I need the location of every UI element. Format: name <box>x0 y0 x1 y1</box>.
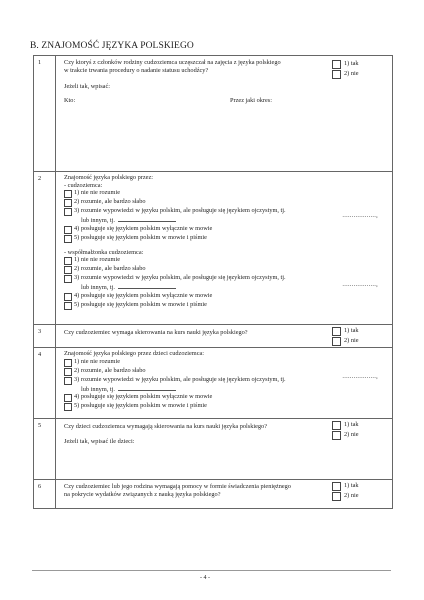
level-5-checkbox[interactable] <box>64 302 72 310</box>
level-4-checkbox[interactable] <box>64 394 72 402</box>
level-2-checkbox[interactable] <box>64 368 72 376</box>
language-form-table <box>33 55 393 509</box>
level-4-label: 4) posługuje się językiem polskim wyłącznie w mowie <box>74 393 213 401</box>
level-1-label: 1) nie nie rozumie <box>74 189 120 197</box>
checkbox-yes[interactable] <box>332 482 341 491</box>
question-text: na pokrycie wydatków związanych z nauką języka polskiego? <box>64 490 221 498</box>
page-number: - 4 - <box>200 575 210 581</box>
level-5-label: 5) posługuje się językiem polskim w mowie i piśmie <box>74 300 207 308</box>
question-row-2 <box>34 172 393 325</box>
question-number: 2 <box>34 172 56 325</box>
checkbox-yes-label: 1) tak <box>344 327 359 335</box>
question-number: 6 <box>34 480 56 509</box>
checkbox-yes-label: 1) tak <box>344 482 359 490</box>
native-language-field[interactable]: .................., <box>342 212 378 219</box>
level-1-checkbox[interactable] <box>64 257 72 265</box>
question-number: 4 <box>34 348 56 419</box>
checkbox-no-label: 2) nie <box>344 492 359 500</box>
instruction-text: Jeżeli tak, wpisać ile dzieci: <box>64 437 135 445</box>
subgroup-label: - współmałżonka cudzoziemca: <box>64 248 144 256</box>
level-3-label: 3) rozumie wypowiedzi w języku polskim, ale posługuje się językiem ojczystym, tj. <box>74 207 286 215</box>
other-language-field[interactable] <box>118 283 176 289</box>
level-4-checkbox[interactable] <box>64 293 72 301</box>
level-2-label: 2) rozumie, ale bardzo słabo <box>74 366 146 374</box>
other-language-field[interactable] <box>118 216 176 222</box>
checkbox-no[interactable] <box>332 492 341 501</box>
level-3-checkbox[interactable] <box>64 208 72 216</box>
checkbox-no-label: 2) nie <box>344 431 359 439</box>
checkbox-yes[interactable] <box>332 60 341 69</box>
checkbox-yes-label: 1) tak <box>344 60 359 68</box>
level-2-label: 2) rozumie, ale bardzo słabo <box>74 198 146 206</box>
question-text: Czy dzieci cudzoziemca wymagają skierowania na kurs nauki języka polskiego? <box>64 423 267 430</box>
level-2-label: 2) rozumie, ale bardzo słabo <box>74 265 146 273</box>
other-language-field[interactable] <box>118 385 176 391</box>
footer-rule <box>32 570 391 571</box>
level-1-checkbox[interactable] <box>64 190 72 198</box>
question-text: Czy cudzoziemiec lub jego rodzina wymagają pomocy w formie świadczenia pieniężnego <box>64 483 291 490</box>
question-number: 3 <box>34 325 56 348</box>
question-number: 5 <box>34 419 56 480</box>
checkbox-no-label: 2) nie <box>344 337 359 345</box>
level-2-checkbox[interactable] <box>64 266 72 274</box>
level-5-checkbox[interactable] <box>64 403 72 411</box>
other-language-label: lub innym, tj. <box>81 217 115 225</box>
level-5-label: 5) posługuje się językiem polskim w mowie i piśmie <box>74 233 207 241</box>
question-text: Znajomość języka polskiego przez: <box>64 174 153 181</box>
level-4-label: 4) posługuje się językiem polskim wyłącznie w mowie <box>74 291 213 299</box>
question-text: Czy ktoryś z członków rodziny cudzoziemca uczęszczał na zajęcia z języka polskiego <box>64 59 281 66</box>
level-4-checkbox[interactable] <box>64 226 72 234</box>
subgroup-label: - cudzoziemca: <box>64 181 103 189</box>
level-4-label: 4) posługuje się językiem polskim wyłącznie w mowie <box>74 224 213 232</box>
level-1-label: 1) nie nie rozumie <box>74 357 120 365</box>
checkbox-no[interactable] <box>332 431 341 440</box>
instruction-text: Jeżeli tak, wpisać: <box>64 83 110 91</box>
question-row-3 <box>34 325 393 348</box>
level-1-checkbox[interactable] <box>64 359 72 367</box>
level-3-checkbox[interactable] <box>64 377 72 385</box>
question-text: Znajomość języka polskiego przez dzieci cudzoziemca: <box>64 350 205 357</box>
level-2-checkbox[interactable] <box>64 199 72 207</box>
section-title: B. ZNAJOMOŚĆ JĘZYKA POLSKIEGO <box>30 41 194 51</box>
other-language-label: lub innym, tj. <box>81 385 115 393</box>
checkbox-no-label: 2) nie <box>344 70 359 78</box>
checkbox-no[interactable] <box>332 70 341 79</box>
checkbox-yes[interactable] <box>332 327 341 336</box>
checkbox-yes-label: 1) tak <box>344 421 359 429</box>
period-label: Przez jaki okres: <box>230 96 272 104</box>
native-language-field[interactable]: .................., <box>342 281 378 288</box>
checkbox-no[interactable] <box>332 337 341 346</box>
level-3-label: 3) rozumie wypowiedzi w języku polskim, ale posługuje się językiem ojczystym, tj. <box>74 375 286 383</box>
level-5-label: 5) posługuje się językiem polskim w mowie i piśmie <box>74 402 207 410</box>
level-3-label: 3) rozumie wypowiedzi w języku polskim, ale posługuje się językiem ojczystym, tj. <box>74 274 286 282</box>
checkbox-yes[interactable] <box>332 421 341 430</box>
question-row-1 <box>34 56 393 172</box>
level-3-checkbox[interactable] <box>64 275 72 283</box>
who-label: Kto: <box>64 96 76 104</box>
question-row-6 <box>34 480 393 509</box>
question-number: 1 <box>34 56 56 172</box>
question-text: Czy cudzoziemiec wymaga skierowania na kurs nauki języka polskiego? <box>64 329 248 336</box>
question-row-5 <box>34 419 393 480</box>
native-language-field[interactable]: .................., <box>342 373 378 380</box>
level-5-checkbox[interactable] <box>64 235 72 243</box>
level-1-label: 1) nie nie rozumie <box>74 256 120 264</box>
other-language-label: lub innym, tj. <box>81 284 115 292</box>
question-text: w trakcie trwania procedury o nadanie statusu uchodźcy? <box>64 66 209 74</box>
question-row-4 <box>34 348 393 419</box>
